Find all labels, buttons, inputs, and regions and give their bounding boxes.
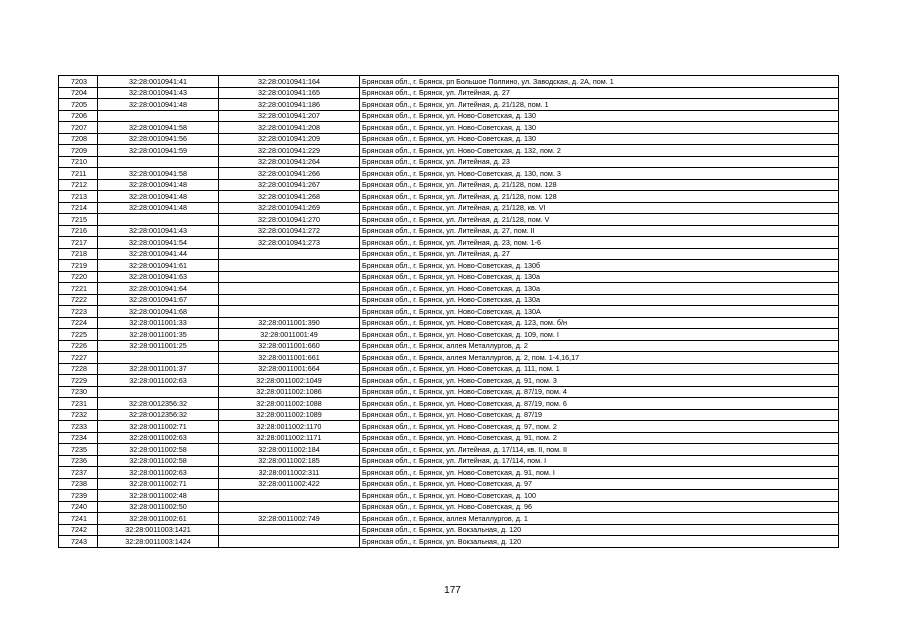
row-number-cell: 7237	[59, 467, 98, 479]
table-row	[59, 294, 839, 306]
address-cell: Брянская обл., г. Брянск, ул. Ново-Советская, д. 97, пом. 2	[360, 421, 839, 433]
row-number-cell: 7229	[59, 375, 98, 387]
address-cell: Брянская обл., г. Брянск, ул. Ново-Советская, д. 91, пом. I	[360, 467, 839, 479]
parcel-number-cell	[98, 110, 219, 122]
parcel-number-cell: 32:28:0010941:59	[98, 145, 219, 157]
address-cell: Брянская обл., г. Брянск, ул. Ново-Советская, д. 130а	[360, 283, 839, 295]
parcel-number-cell: 32:28:0012356:32	[98, 398, 219, 410]
row-number-cell: 7243	[59, 536, 98, 548]
object-number-cell	[219, 536, 360, 548]
row-number-cell: 7218	[59, 248, 98, 260]
table-row	[59, 432, 839, 444]
table-body	[59, 76, 839, 548]
object-number-cell: 32:28:0010941:270	[219, 214, 360, 226]
parcel-number-cell: 32:28:0010941:58	[98, 168, 219, 180]
address-cell: Брянская обл., г. Брянск, ул. Литейная, д. 17/114, кв. II, пом. II	[360, 444, 839, 456]
parcel-number-cell: 32:28:0011002:63	[98, 467, 219, 479]
parcel-number-cell	[98, 214, 219, 226]
object-number-cell: 32:28:0011002:1171	[219, 432, 360, 444]
row-number-cell: 7232	[59, 409, 98, 421]
parcel-number-cell: 32:28:0010941:48	[98, 191, 219, 203]
row-number-cell: 7240	[59, 501, 98, 513]
address-cell: Брянская обл., г. Брянск, ул. Ново-Советская, д. 130	[360, 110, 839, 122]
parcel-number-cell: 32:28:0010941:43	[98, 225, 219, 237]
object-number-cell: 32:28:0011002:1089	[219, 409, 360, 421]
address-cell: Брянская обл., г. Брянск, ул. Ново-Советская, д. 109, пом. I	[360, 329, 839, 341]
address-cell: Брянская обл., г. Брянск, ул. Ново-Советская, д. 130б	[360, 260, 839, 272]
address-cell: Брянская обл., г. Брянск, ул. Ново-Советская, д. 87/19	[360, 409, 839, 421]
row-number-cell: 7219	[59, 260, 98, 272]
parcel-number-cell: 32:28:0011002:48	[98, 490, 219, 502]
parcel-number-cell: 32:28:0010941:48	[98, 179, 219, 191]
object-number-cell: 32:28:0010941:266	[219, 168, 360, 180]
table-row	[59, 513, 839, 525]
object-number-cell: 32:28:0011001:49	[219, 329, 360, 341]
parcel-number-cell: 32:28:0010941:63	[98, 271, 219, 283]
address-cell: Брянская обл., г. Брянск, ул. Литейная, д. 27	[360, 248, 839, 260]
address-cell: Брянская обл., г. Брянск, ул. Ново-Советская, д. 123, пом. б/н	[360, 317, 839, 329]
row-number-cell: 7242	[59, 524, 98, 536]
row-number-cell: 7225	[59, 329, 98, 341]
table-row	[59, 317, 839, 329]
object-number-cell: 32:28:0010941:208	[219, 122, 360, 134]
table-row	[59, 122, 839, 134]
row-number-cell: 7214	[59, 202, 98, 214]
row-number-cell: 7217	[59, 237, 98, 249]
table-row	[59, 225, 839, 237]
table-row	[59, 168, 839, 180]
table-row	[59, 501, 839, 513]
table-row	[59, 478, 839, 490]
table-row	[59, 283, 839, 295]
row-number-cell: 7236	[59, 455, 98, 467]
table-row	[59, 490, 839, 502]
object-number-cell: 32:28:0011001:660	[219, 340, 360, 352]
row-number-cell: 7231	[59, 398, 98, 410]
row-number-cell: 7222	[59, 294, 98, 306]
address-cell: Брянская обл., г. Брянск, ул. Ново-Советская, д. 91, пом. 3	[360, 375, 839, 387]
parcel-number-cell: 32:28:0010941:44	[98, 248, 219, 260]
object-number-cell	[219, 260, 360, 272]
address-cell: Брянская обл., г. Брянск, ул. Литейная, д. 23	[360, 156, 839, 168]
address-cell: Брянская обл., г. Брянск, ул. Литейная, д. 27, пом. II	[360, 225, 839, 237]
table-row	[59, 375, 839, 387]
address-cell: Брянская обл., г. Брянск, ул. Литейная, д. 21/128, пом. 1	[360, 99, 839, 111]
row-number-cell: 7227	[59, 352, 98, 364]
object-number-cell: 32:28:0011002:749	[219, 513, 360, 525]
object-number-cell	[219, 524, 360, 536]
table-row	[59, 444, 839, 456]
row-number-cell: 7208	[59, 133, 98, 145]
object-number-cell: 32:28:0011002:185	[219, 455, 360, 467]
object-number-cell: 32:28:0011001:661	[219, 352, 360, 364]
table-row	[59, 409, 839, 421]
row-number-cell: 7220	[59, 271, 98, 283]
parcel-number-cell: 32:28:0011002:63	[98, 432, 219, 444]
object-number-cell: 32:28:0010941:207	[219, 110, 360, 122]
table-row	[59, 352, 839, 364]
table-row	[59, 329, 839, 341]
data-table	[58, 75, 839, 548]
object-number-cell: 32:28:0010941:164	[219, 76, 360, 88]
object-number-cell	[219, 283, 360, 295]
row-number-cell: 7235	[59, 444, 98, 456]
address-cell: Брянская обл., г. Брянск, ул. Ново-Советская, д. 87/19, пом. 4	[360, 386, 839, 398]
table-row	[59, 386, 839, 398]
page-number: 177	[444, 585, 461, 596]
object-number-cell: 32:28:0011001:664	[219, 363, 360, 375]
address-cell: Брянская обл., г. Брянск, ул. Литейная, д. 27	[360, 87, 839, 99]
row-number-cell: 7230	[59, 386, 98, 398]
parcel-number-cell: 32:28:0010941:43	[98, 87, 219, 99]
row-number-cell: 7212	[59, 179, 98, 191]
parcel-number-cell: 32:28:0011003:1421	[98, 524, 219, 536]
parcel-number-cell: 32:28:0010941:64	[98, 283, 219, 295]
address-cell: Брянская обл., г. Брянск, ул. Ново-Советская, д. 132, пом. 2	[360, 145, 839, 157]
row-number-cell: 7203	[59, 76, 98, 88]
object-number-cell: 32:28:0010941:267	[219, 179, 360, 191]
address-cell: Брянская обл., г. Брянск, аллея Металлургов, д. 1	[360, 513, 839, 525]
object-number-cell: 32:28:0010941:273	[219, 237, 360, 249]
address-cell: Брянская обл., г. Брянск, ул. Ново-Советская, д. 97	[360, 478, 839, 490]
table-row	[59, 202, 839, 214]
row-number-cell: 7216	[59, 225, 98, 237]
address-cell: Брянская обл., г. Брянск, аллея Металлургов, д. 2	[360, 340, 839, 352]
address-cell: Брянская обл., г. Брянск, ул. Вокзальная, д. 120	[360, 524, 839, 536]
row-number-cell: 7221	[59, 283, 98, 295]
table-row	[59, 99, 839, 111]
table-row	[59, 214, 839, 226]
address-cell: Брянская обл., г. Брянск, ул. Литейная, д. 21/128, пом. 128	[360, 179, 839, 191]
table-row	[59, 260, 839, 272]
address-cell: Брянская обл., г. Брянск, ул. Ново-Советская, д. 130	[360, 133, 839, 145]
address-cell: Брянская обл., г. Брянск, ул. Ново-Советская, д. 130а	[360, 271, 839, 283]
object-number-cell	[219, 490, 360, 502]
object-number-cell: 32:28:0011002:1088	[219, 398, 360, 410]
object-number-cell	[219, 501, 360, 513]
object-number-cell: 32:28:0010941:229	[219, 145, 360, 157]
table-row	[59, 306, 839, 318]
parcel-number-cell: 32:28:0010941:48	[98, 202, 219, 214]
table-row	[59, 363, 839, 375]
table-row	[59, 536, 839, 548]
parcel-number-cell: 32:28:0011002:61	[98, 513, 219, 525]
table-row	[59, 133, 839, 145]
address-cell: Брянская обл., г. Брянск, ул. Литейная, д. 21/128, пом. 128	[360, 191, 839, 203]
row-number-cell: 7211	[59, 168, 98, 180]
address-cell: Брянская обл., г. Брянск, ул. Ново-Советская, д. 91, пом. 2	[360, 432, 839, 444]
parcel-number-cell: 32:28:0011003:1424	[98, 536, 219, 548]
table-row	[59, 237, 839, 249]
table-row	[59, 179, 839, 191]
table-row	[59, 110, 839, 122]
parcel-number-cell: 32:28:0011002:58	[98, 444, 219, 456]
row-number-cell: 7207	[59, 122, 98, 134]
address-cell: Брянская обл., г. Брянск, ул. Ново-Советская, д. 130а	[360, 294, 839, 306]
address-cell: Брянская обл., г. Брянск, рп Большое Полпино, ул. Заводская, д. 2А, пом. 1	[360, 76, 839, 88]
table-row	[59, 421, 839, 433]
parcel-number-cell: 32:28:0010941:41	[98, 76, 219, 88]
parcel-number-cell: 32:28:0011002:71	[98, 421, 219, 433]
parcel-number-cell: 32:28:0010941:61	[98, 260, 219, 272]
row-number-cell: 7241	[59, 513, 98, 525]
row-number-cell: 7226	[59, 340, 98, 352]
table-row	[59, 87, 839, 99]
parcel-number-cell: 32:28:0011001:35	[98, 329, 219, 341]
object-number-cell: 32:28:0010941:269	[219, 202, 360, 214]
table-row	[59, 191, 839, 203]
row-number-cell: 7233	[59, 421, 98, 433]
table-row	[59, 524, 839, 536]
row-number-cell: 7206	[59, 110, 98, 122]
object-number-cell: 32:28:0010941:264	[219, 156, 360, 168]
address-cell: Брянская обл., г. Брянск, аллея Металлургов, д. 2, пом. 1-4,16,17	[360, 352, 839, 364]
table-row	[59, 145, 839, 157]
parcel-number-cell: 32:28:0011002:71	[98, 478, 219, 490]
object-number-cell: 32:28:0011002:311	[219, 467, 360, 479]
table-row	[59, 398, 839, 410]
row-number-cell: 7210	[59, 156, 98, 168]
parcel-number-cell: 32:28:0011001:37	[98, 363, 219, 375]
parcel-number-cell: 32:28:0010941:58	[98, 122, 219, 134]
parcel-number-cell: 32:28:0010941:54	[98, 237, 219, 249]
address-cell: Брянская обл., г. Брянск, ул. Ново-Советская, д. 96	[360, 501, 839, 513]
table-row	[59, 340, 839, 352]
object-number-cell	[219, 248, 360, 260]
parcel-number-cell: 32:28:0011002:50	[98, 501, 219, 513]
address-cell: Брянская обл., г. Брянск, ул. Литейная, д. 21/128, пом. V	[360, 214, 839, 226]
table-row	[59, 248, 839, 260]
row-number-cell: 7223	[59, 306, 98, 318]
row-number-cell: 7239	[59, 490, 98, 502]
row-number-cell: 7228	[59, 363, 98, 375]
table-row	[59, 156, 839, 168]
parcel-number-cell: 32:28:0011002:58	[98, 455, 219, 467]
address-cell: Брянская обл., г. Брянск, ул. Литейная, д. 21/128, кв. VI	[360, 202, 839, 214]
row-number-cell: 7234	[59, 432, 98, 444]
parcel-number-cell: 32:28:0011001:33	[98, 317, 219, 329]
object-number-cell: 32:28:0011002:184	[219, 444, 360, 456]
address-cell: Брянская обл., г. Брянск, ул. Ново-Советская, д. 111, пом. 1	[360, 363, 839, 375]
address-cell: Брянская обл., г. Брянск, ул. Ново-Советская, д. 87/19, пом. 6	[360, 398, 839, 410]
address-cell: Брянская обл., г. Брянск, ул. Вокзальная, д. 120	[360, 536, 839, 548]
object-number-cell	[219, 294, 360, 306]
address-cell: Брянская обл., г. Брянск, ул. Литейная, д. 17/114, пом. I	[360, 455, 839, 467]
row-number-cell: 7224	[59, 317, 98, 329]
row-number-cell: 7215	[59, 214, 98, 226]
parcel-number-cell: 32:28:0010941:68	[98, 306, 219, 318]
object-number-cell: 32:28:0010941:186	[219, 99, 360, 111]
parcel-number-cell	[98, 352, 219, 364]
object-number-cell: 32:28:0011002:1170	[219, 421, 360, 433]
address-cell: Брянская обл., г. Брянск, ул. Ново-Советская, д. 100	[360, 490, 839, 502]
object-number-cell: 32:28:0010941:209	[219, 133, 360, 145]
address-cell: Брянская обл., г. Брянск, ул. Ново-Советская, д. 130	[360, 122, 839, 134]
address-cell: Брянская обл., г. Брянск, ул. Ново-Советская, д. 130, пом. 3	[360, 168, 839, 180]
row-number-cell: 7205	[59, 99, 98, 111]
parcel-number-cell: 32:28:0010941:67	[98, 294, 219, 306]
address-cell: Брянская обл., г. Брянск, ул. Литейная, д. 23, пом. 1-6	[360, 237, 839, 249]
parcel-number-cell: 32:28:0010941:56	[98, 133, 219, 145]
object-number-cell: 32:28:0011002:422	[219, 478, 360, 490]
object-number-cell: 32:28:0010941:268	[219, 191, 360, 203]
parcel-number-cell	[98, 386, 219, 398]
parcel-number-cell: 32:28:0010941:48	[98, 99, 219, 111]
parcel-number-cell	[98, 156, 219, 168]
object-number-cell	[219, 306, 360, 318]
parcel-number-cell: 32:28:0012356:32	[98, 409, 219, 421]
row-number-cell: 7213	[59, 191, 98, 203]
row-number-cell: 7238	[59, 478, 98, 490]
parcel-number-cell: 32:28:0011001:25	[98, 340, 219, 352]
table-row	[59, 76, 839, 88]
row-number-cell: 7209	[59, 145, 98, 157]
row-number-cell: 7204	[59, 87, 98, 99]
table-row	[59, 467, 839, 479]
object-number-cell: 32:28:0011002:1086	[219, 386, 360, 398]
object-number-cell	[219, 271, 360, 283]
object-number-cell: 32:28:0011001:390	[219, 317, 360, 329]
object-number-cell: 32:28:0011002:1049	[219, 375, 360, 387]
table-row	[59, 455, 839, 467]
address-cell: Брянская обл., г. Брянск, ул. Ново-Советская, д. 130А	[360, 306, 839, 318]
parcel-number-cell: 32:28:0011002:63	[98, 375, 219, 387]
table-row	[59, 271, 839, 283]
object-number-cell: 32:28:0010941:272	[219, 225, 360, 237]
object-number-cell: 32:28:0010941:165	[219, 87, 360, 99]
